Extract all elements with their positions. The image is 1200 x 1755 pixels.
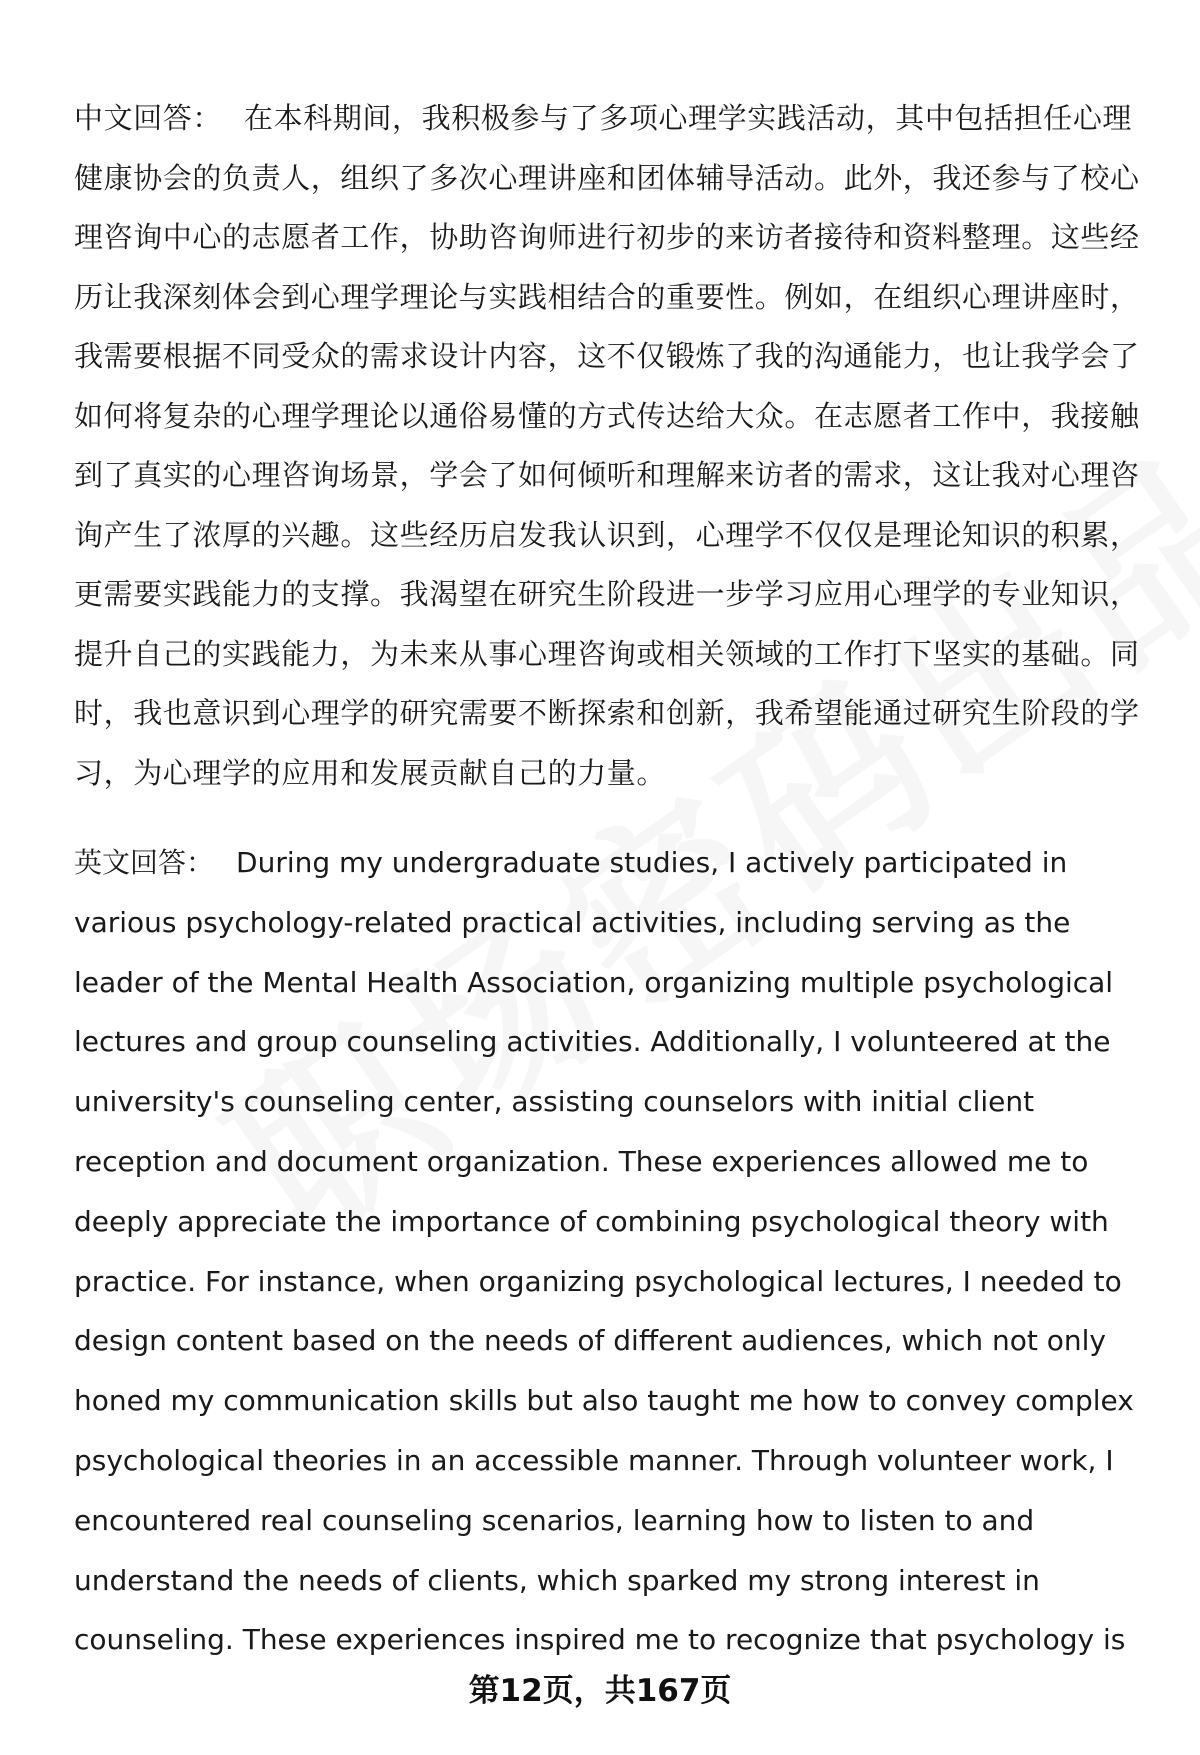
english-answer-label: 英文回答： [74,846,215,879]
english-answer-paragraph [74,833,1154,1670]
chinese-answer-label: 中文回答： [74,101,223,135]
chinese-answer-paragraph [74,89,1154,803]
page-number-footer: 第12页，共167页 [468,1673,732,1709]
english-answer-text: During my undergraduate studies, I actively participated in various psychology-related practical activities, including serving as the leader of the Mental Health Association, organizing multiple psychological lectures and group counseling activities. Additionally, I volunteered at the university's counseling center, assisting counselors with initial client reception and document organization. These experiences allowed me to deeply appreciate the importance of combining psychological theory with practice. For instance, when organizing psychological lectures, I needed to design content based on the needs of different audiences, which not only honed my communication skills but also taught me how to convey complex psychological theories in an accessible manner. Through volunteer work, I encountered real counseling scenarios, learning how to listen to and understand the needs of clients, which sparked my strong interest in counseling. These experiences inspired me to recognize that psychology is [74,846,1134,1657]
chinese-answer-text: 在本科期间，我积极参与了多项心理学实践活动，其中包括担任心理健康协会的负责人，组织了多次心理讲座和团体辅导活动。此外，我还参与了校心理咨询中心的志愿者工作，协助咨询师进行初步的来访者接待和资料整理。这些经历让我深刻体会到心理学理论与实践相结合的重要性。例如，在组织心理讲座时，我需要根据不同受众的需求设计内容，这不仅锻炼了我的沟通能力，也让我学会了如何将复杂的心理学理论以通俗易懂的方式传达给大众。在志愿者工作中，我接触到了真实的心理咨询场景，学会了如何倾听和理解来访者的需求，这让我对心理咨询产生了浓厚的兴趣。这些经历启发我认识到，心理学不仅仅是理论知识的积累，更需要实践能力的支撑。我渴望在研究生阶段进一步学习应用心理学的专业知识，提升自己的实践能力，为未来从事心理咨询或相关领域的工作打下坚实的基础。同时，我也意识到心理学的研究需要不断探索和创新，我希望能通过研究生阶段的学习，为心理学的应用和发展贡献自己的力量。 [74,101,1140,790]
